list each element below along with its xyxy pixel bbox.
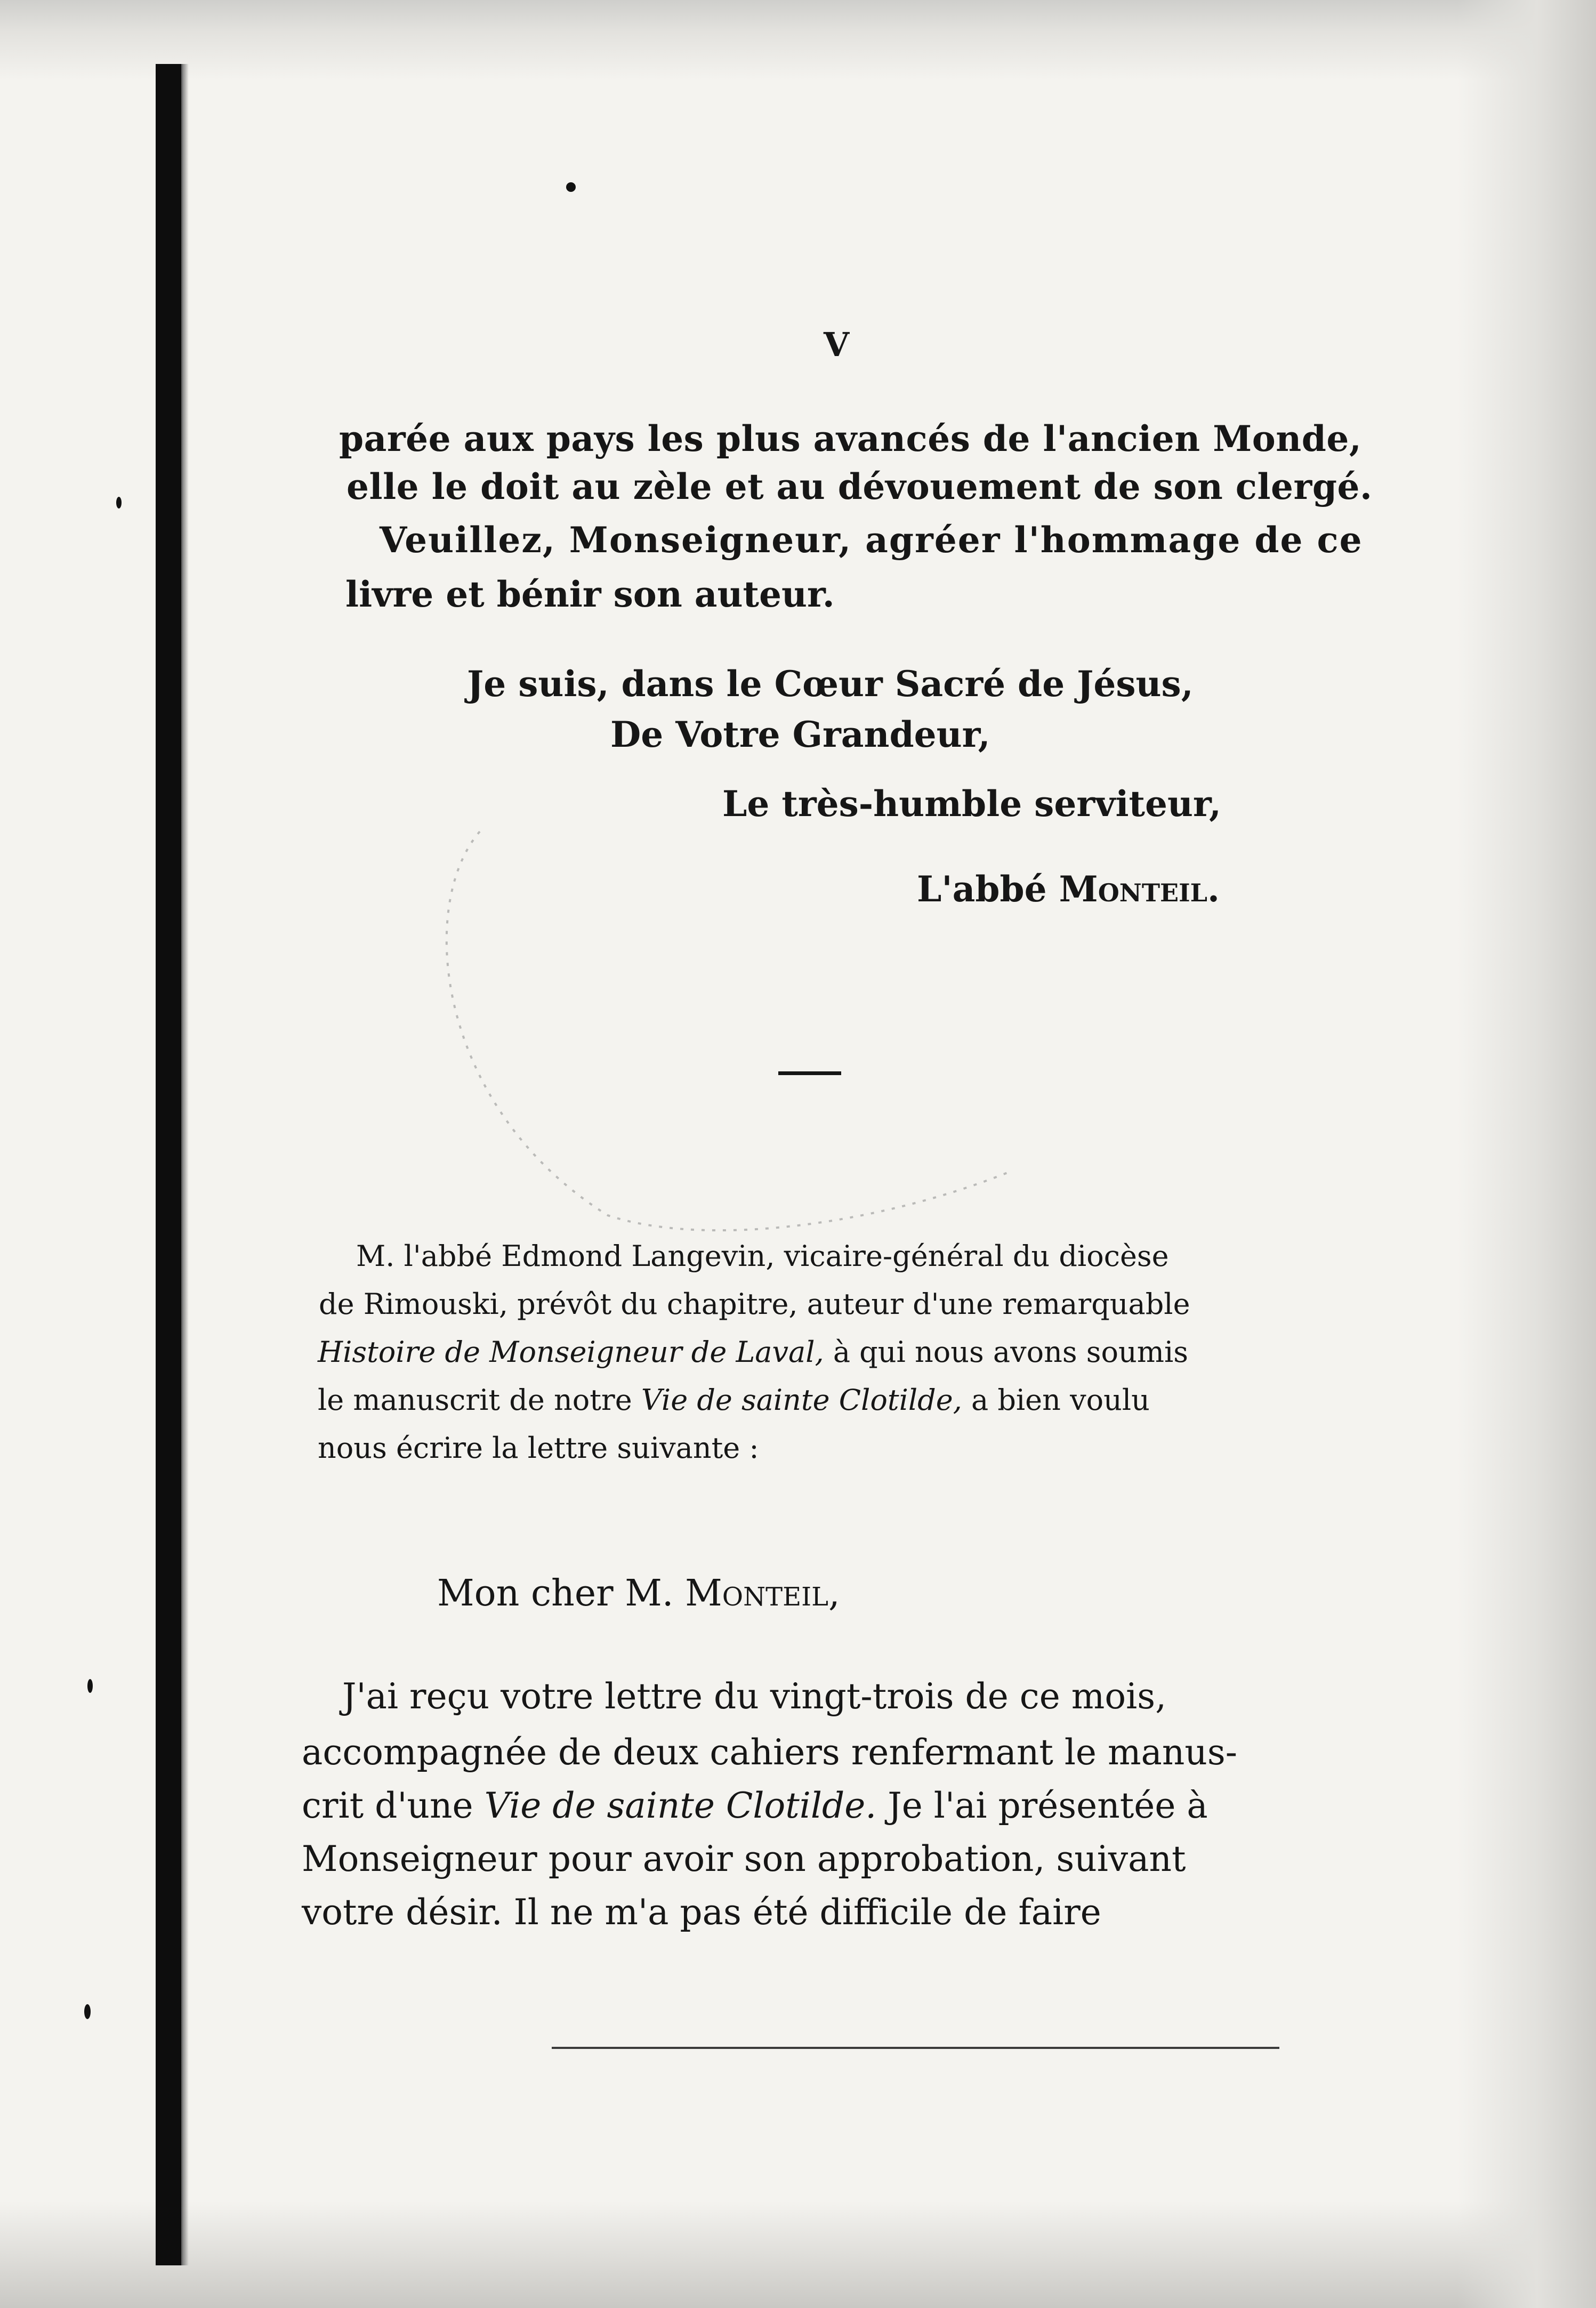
- letter-line: [302, 1785, 1208, 1826]
- note-text: le manuscrit de notre: [318, 1383, 632, 1417]
- binding-shadow: [181, 64, 189, 2265]
- note-line: M. l'abbé Edmond Langevin, vicaire-général du diocèse: [356, 1239, 1169, 1273]
- book-title: Vie de sainte Clotilde,: [641, 1383, 962, 1417]
- book-title: Vie de sainte Clotilde.: [484, 1785, 877, 1826]
- signature-prefix: L'abbé: [917, 868, 1047, 910]
- ink-speck: [87, 1679, 93, 1693]
- closing-line: De Votre Grandeur,: [610, 714, 990, 755]
- letter-line: votre désir. Il ne m'a pas été difficile de faire: [302, 1892, 1101, 1933]
- letter-line: accompagnée de deux cahiers renfermant le manus-: [302, 1732, 1238, 1773]
- scan-bottom-edge: [0, 2201, 1596, 2308]
- text-line: elle le doit au zèle et au dévouement de son clergé.: [346, 466, 1373, 507]
- note-line: [318, 1335, 1188, 1369]
- closing-line: Je suis, dans le Cœur Sacré de Jésus,: [467, 663, 1194, 705]
- signature: [917, 868, 1220, 910]
- note-line: nous écrire la lettre suivante :: [318, 1431, 759, 1465]
- scan-top-edge: [0, 0, 1596, 80]
- scan-right-edge: [1457, 0, 1596, 2308]
- closing-line: Le très-humble serviteur,: [722, 783, 1221, 825]
- signature-name: Monteil.: [1059, 868, 1220, 910]
- book-title: Histoire de Monseigneur de Laval,: [318, 1335, 824, 1369]
- book-binding-gutter: [156, 64, 182, 2265]
- note-text: à qui nous avons soumis: [833, 1335, 1188, 1369]
- ink-speck: [116, 497, 122, 509]
- note-line: [318, 1383, 1150, 1417]
- letter-line: Monseigneur pour avoir son approbation, suivant: [302, 1838, 1186, 1879]
- ink-speck: [84, 2004, 91, 2019]
- letter-salutation: [437, 1572, 840, 1615]
- note-line: de Rimouski, prévôt du chapitre, auteur d'une remarquable: [319, 1287, 1190, 1321]
- letter-text: Je l'ai présentée à: [888, 1785, 1208, 1826]
- letter-text: crit d'une: [302, 1785, 473, 1826]
- text-line: livre et bénir son auteur.: [345, 574, 835, 615]
- page-number: V: [824, 325, 850, 364]
- section-divider: [778, 1071, 841, 1075]
- text-line: Veuillez, Monseigneur, agréer l'hommage de ce: [380, 519, 1363, 561]
- salutation-name: Monteil,: [685, 1572, 840, 1615]
- ink-speck: [566, 182, 576, 192]
- note-text: a bien voulu: [971, 1383, 1150, 1417]
- bottom-rule: [552, 2047, 1279, 2049]
- text-line: parée aux pays les plus avancés de l'ancien Monde,: [339, 418, 1362, 459]
- letter-line: J'ai reçu votre lettre du vingt-trois de ce mois,: [342, 1676, 1167, 1717]
- salutation-prefix: Mon cher M.: [437, 1572, 674, 1615]
